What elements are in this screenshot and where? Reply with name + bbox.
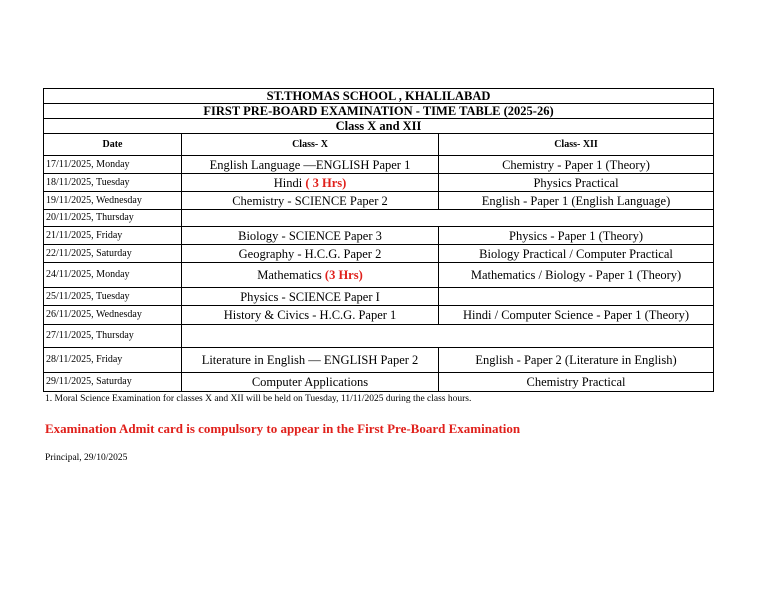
table-row: [44, 192, 714, 210]
duration-note: ( 3 Hrs): [305, 175, 347, 190]
column-header-class-x: Class- X: [182, 134, 439, 156]
date-cell: 25/11/2025, Tuesday: [44, 288, 182, 306]
class-xii-cell: [439, 288, 714, 306]
table-row: [44, 348, 714, 373]
duration-note: (3 Hrs): [324, 268, 363, 282]
class-x-cell: English Language —ENGLISH Paper 1: [182, 156, 439, 174]
principal-signature: Principal, 29/10/2025: [45, 453, 128, 463]
date-cell: 17/11/2025, Monday: [44, 156, 182, 174]
date-cell: 28/11/2025, Friday: [44, 348, 182, 373]
exam-title: FIRST PRE-BOARD EXAMINATION - TIME TABLE (2025-26): [44, 104, 714, 119]
date-cell: 27/11/2025, Thursday: [44, 325, 182, 348]
class-xii-cell: English - Paper 1 (English Language): [439, 192, 714, 210]
class-xii-cell: Chemistry Practical: [439, 373, 714, 392]
date-cell: 29/11/2025, Saturday: [44, 373, 182, 392]
date-cell: 26/11/2025, Wednesday: [44, 306, 182, 325]
subject-text: Hindi: [273, 175, 306, 190]
class-xii-cell: Physics - Paper 1 (Theory): [439, 227, 714, 245]
column-header-row: [44, 134, 714, 156]
class-xii-cell: Mathematics / Biology - Paper 1 (Theory): [439, 263, 714, 288]
class-xii-cell: Biology Practical / Computer Practical: [439, 245, 714, 263]
classes-title: Class X and XII: [44, 119, 714, 134]
class-x-cell: [182, 263, 439, 288]
class-x-cell: [182, 174, 439, 192]
class-x-cell: Chemistry - SCIENCE Paper 2: [182, 192, 439, 210]
class-x-cell: History & Civics - H.C.G. Paper 1: [182, 306, 439, 325]
date-cell: 21/11/2025, Friday: [44, 227, 182, 245]
date-cell: 22/11/2025, Saturday: [44, 245, 182, 263]
table-row: [44, 156, 714, 174]
table-row: [44, 288, 714, 306]
date-cell: 19/11/2025, Wednesday: [44, 192, 182, 210]
date-cell: 24/11/2025, Monday: [44, 263, 182, 288]
class-xii-cell: English - Paper 2 (Literature in English): [439, 348, 714, 373]
class-xii-cell: Hindi / Computer Science - Paper 1 (Theory): [439, 306, 714, 325]
moral-science-note: 1. Moral Science Examination for classes X and XII will be held on Tuesday, 11/11/2025 during the class hours.: [45, 394, 472, 404]
class-x-cell: Geography - H.C.G. Paper 2: [182, 245, 439, 263]
date-cell: 18/11/2025, Tuesday: [44, 174, 182, 192]
class-x-cell: Computer Applications: [182, 373, 439, 392]
blank-cell: [182, 325, 714, 348]
class-x-cell: Literature in English — ENGLISH Paper 2: [182, 348, 439, 373]
title-row-exam: [44, 104, 714, 119]
table-row: [44, 210, 714, 227]
table-row: [44, 373, 714, 392]
date-cell: 20/11/2025, Thursday: [44, 210, 182, 227]
class-x-cell: Physics - SCIENCE Paper I: [182, 288, 439, 306]
table-row: [44, 263, 714, 288]
admit-card-notice: Examination Admit card is compulsory to appear in the First Pre-Board Examination: [45, 421, 521, 436]
title-row-school: [44, 89, 714, 104]
column-header-date: Date: [44, 134, 182, 156]
timetable: [43, 88, 714, 392]
column-header-class-xii: Class- XII: [439, 134, 714, 156]
class-xii-cell: Physics Practical: [439, 174, 714, 192]
table-row: [44, 174, 714, 192]
title-row-classes: [44, 119, 714, 134]
table-row: [44, 227, 714, 245]
table-row: [44, 245, 714, 263]
class-x-cell: Biology - SCIENCE Paper 3: [182, 227, 439, 245]
class-xii-cell: Chemistry - Paper 1 (Theory): [439, 156, 714, 174]
table-row: [44, 325, 714, 348]
school-name: ST.THOMAS SCHOOL , KHALILABAD: [44, 89, 714, 104]
table-row: [44, 306, 714, 325]
subject-text: Mathematics: [257, 268, 325, 282]
blank-cell: [182, 210, 714, 227]
